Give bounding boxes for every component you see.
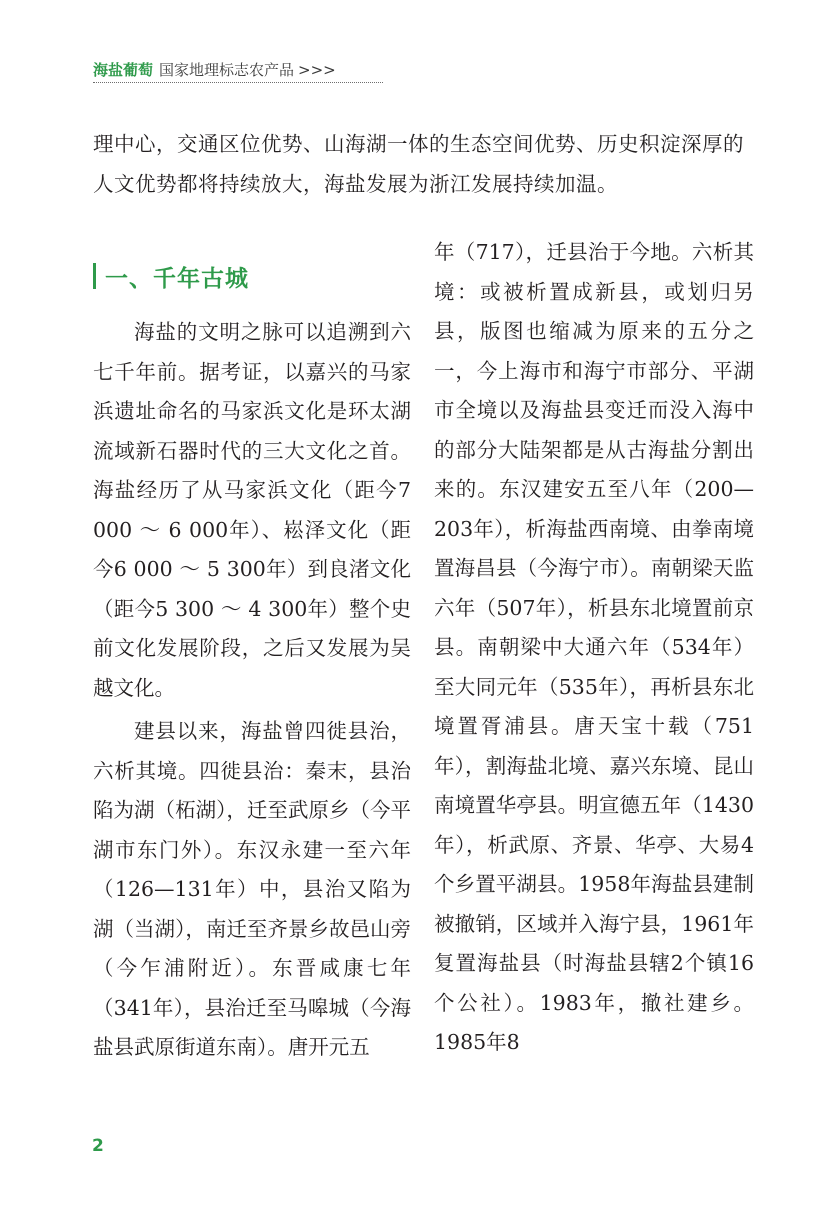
- header-arrows: >>>: [298, 61, 336, 79]
- header-subtitle: 国家地理标志农产品: [159, 61, 295, 79]
- section-heading: [93, 256, 249, 296]
- header-brand: 海盐葡萄: [93, 61, 154, 79]
- intro-paragraph: [93, 124, 763, 204]
- section-heading-text: 一、千年古城: [105, 265, 249, 292]
- right-column: [434, 233, 754, 1063]
- left-paragraph-1: 海盐的文明之脉可以追溯到六七千年前。据考证，以嘉兴的马家浜遗址命名的马家浜文化是环太湖流域新石器时代的三大文化之首。海盐经历了从马家浜文化（距今7 000 ～ 6 000年）、崧泽文化（距今6 000 ～ 5 300年）到良渚文化（距今5 300 ～ 4 300年）整个史前文化发展阶段，之后又发展为吴越文化。: [93, 320, 411, 700]
- running-header: [93, 60, 383, 83]
- page-number: 2: [92, 1136, 104, 1156]
- section-heading-bar: [93, 263, 96, 289]
- right-paragraph-1: 年（717），迁县治于今地。六析其境：或被析置成新县，或划归另县，版图也缩减为原来的五分之一，今上海市和海宁市部分、平湖市全境以及海盐县变迁而没入海中的部分大陆架都是从古海盐分割出来的。东汉建安五至八年（200—203年），析海盐西南境、由拳南境置海昌县（今海宁市）。南朝梁天监六年（507年），析县东北境置前京县。南朝梁中大通六年（534年）至大同元年（535年），再析县东北境置胥浦县。唐天宝十载（751年），割海盐北境、嘉兴东境、昆山南境置华亭县。明宣德五年（1430年），析武原、齐景、华亭、大易4个乡置平湖县。1958年海盐县建制被撤销，区域并入海宁县，1961年复置海盐县（时海盐县辖2个镇16个公社）。1983年，撤社建乡。1985年8: [434, 240, 754, 1054]
- left-paragraph-2: 建县以来，海盐曾四徙县治，六析其境。四徙县治：秦末，县治陷为湖（柘湖），迁至武原乡（今平湖市东门外）。东汉永建一至六年（126—131年）中，县治又陷为湖（当湖），南迁至齐景乡故邑山旁（今乍浦附近）。东晋咸康七年（341年），县治迁至马嗥城（今海盐县武原街道东南）。唐开元五: [93, 719, 411, 1059]
- intro-text: 理中心，交通区位优势、山海湖一体的生态空间优势、历史积淀深厚的人文优势都将持续放大，海盐发展为浙江发展持续加温。: [93, 132, 744, 196]
- left-column: [93, 313, 411, 1068]
